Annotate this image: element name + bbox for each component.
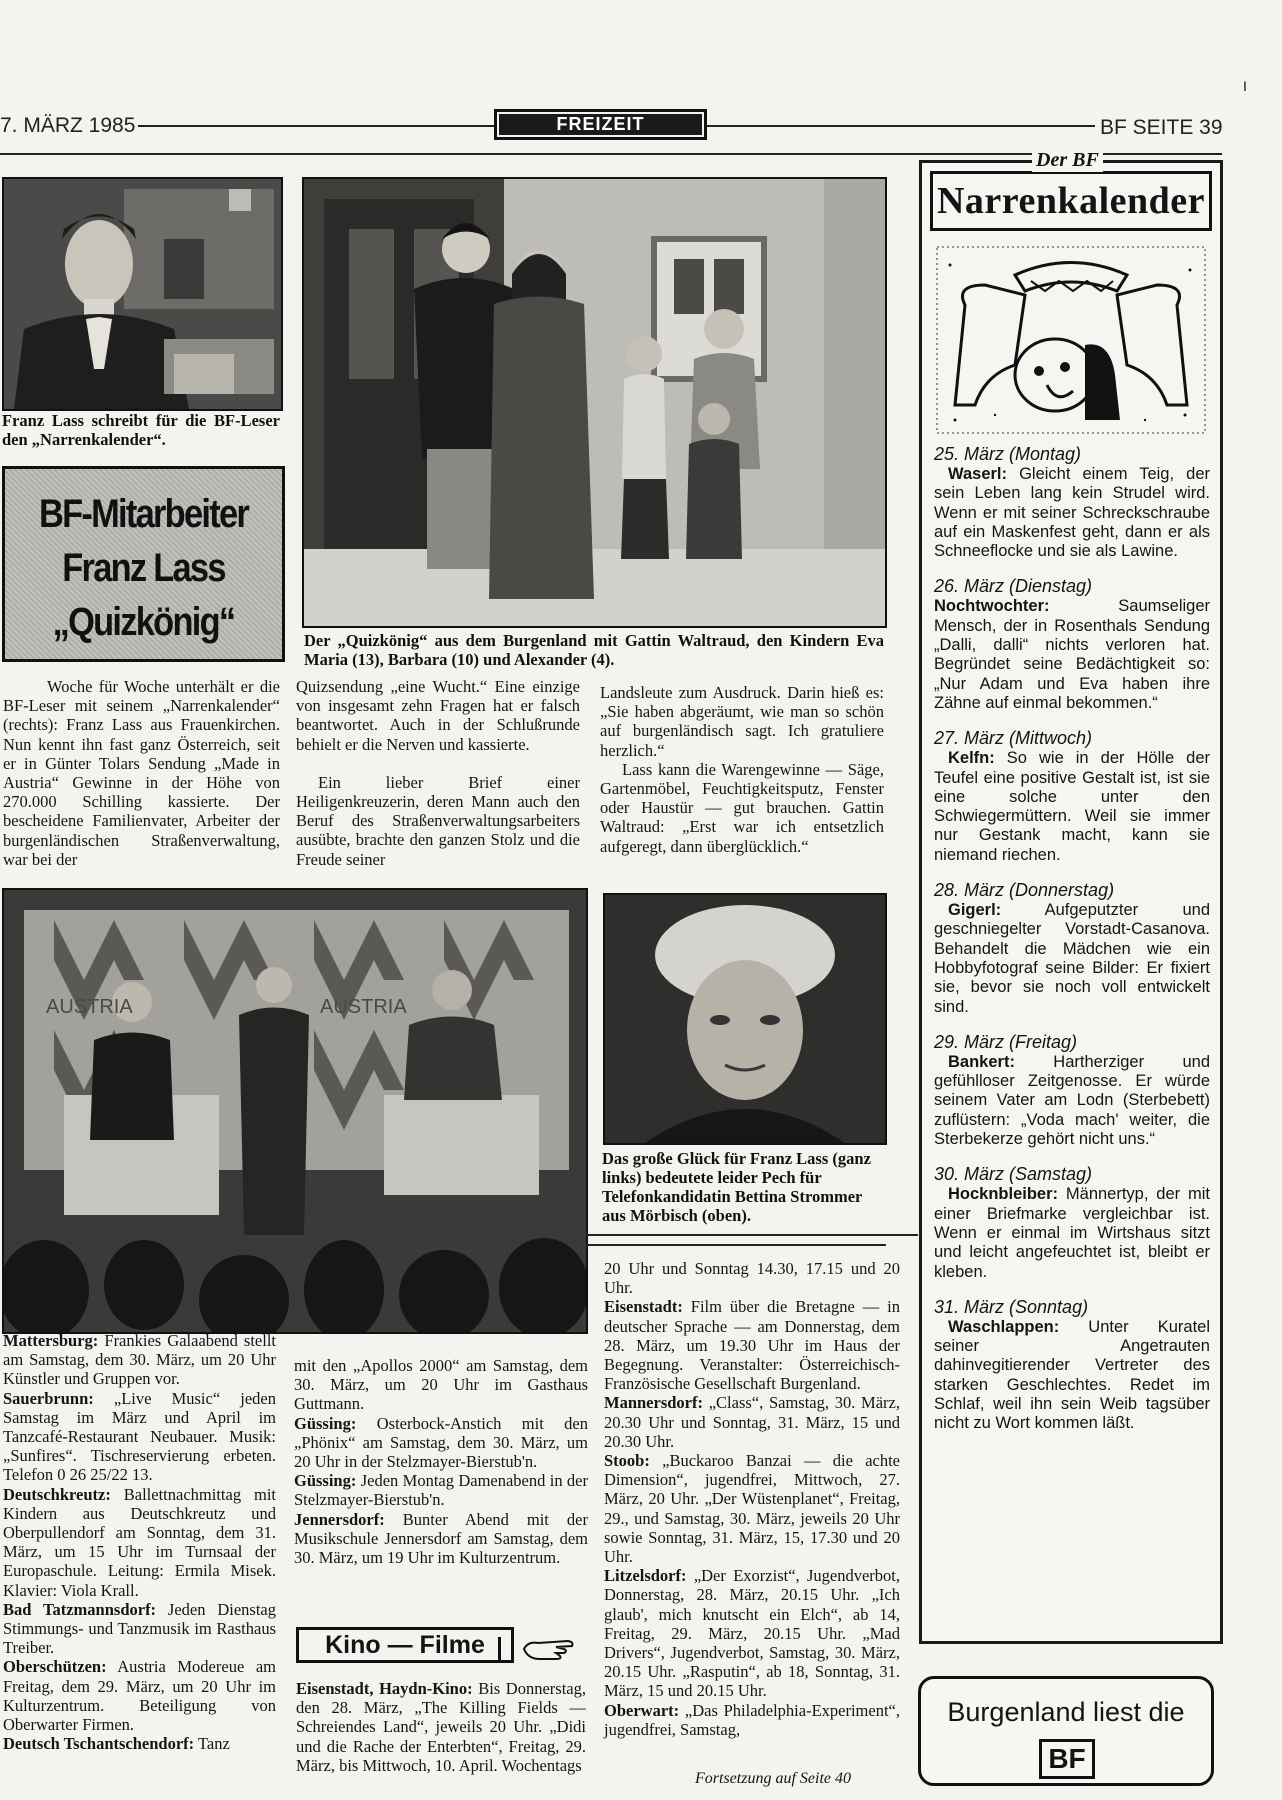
calendar-definition: Hartherziger und gefühlloser Zeitgenosse. Er würde seinem Vater am Lodn (Sterbebett) zuflüstern: „Voda mach' weiter, die Sterbekerze gehört nicht uns.“ [934, 1052, 1210, 1149]
woman-caption: Das große Glück für Franz Lass (ganz links) bedeutete leider Pech für Telefonkandidatin Bettina Strommer aus Mörbisch (oben). [602, 1149, 871, 1225]
family-caption: Der „Quizkönig“ aus dem Burgenland mit Gattin Waltraud, den Kindern Eva Maria (13), Barbara (10) und Alexander (4). [304, 631, 884, 669]
article-bottom-rule [586, 1244, 886, 1246]
event-place: Litzelsdorf: [604, 1566, 687, 1586]
article-col3-text-a: Landsleute zum Ausdruck. Darin hieß es: „Sie haben abgeräumt, wie man so schön auf burgenländisch sagt. Ich gratuliere herzlich.“ [600, 683, 884, 760]
tv-studio-sign-2: AUSTRIA [320, 996, 407, 1018]
event-text: Jeden Montag Damenabend in der Stelzmayer-Bierstub'n. [294, 1471, 588, 1510]
calendar-text [934, 1053, 1210, 1149]
event-entry [3, 1657, 276, 1734]
sidebar-logo-small: Der BF [1032, 149, 1103, 172]
event-text: mit den „Apollos 2000“ am Samstag, dem 30. März, um 20 Uhr im Gasthaus Guttmann. [294, 1356, 588, 1414]
event-place: Oberwart: [604, 1700, 680, 1720]
event-place: Deutschkreutz: [3, 1484, 111, 1504]
tv-studio-photo [2, 888, 588, 1334]
calendar-definition: Männertyp, der mit einer Briefmarke vergleichbar ist. Wenn er einmal im Wirtshaus sitzt und leicht angefeuchtet ist, bleibt er kleben. [934, 1185, 1210, 1281]
event-entry [604, 1297, 900, 1393]
jester-illustration [935, 245, 1207, 435]
calendar-definition: So wie in der Hölle der Teufel eine positive Gestalt ist, ist sie eine solche unter den Schwiegermüttern. Weil sie immer nur Gestank macht, kann sie niemand riechen. [934, 749, 1210, 864]
calendar-word: Bankert: [948, 1052, 1015, 1071]
portrait-photo [2, 177, 283, 411]
calendar-word: Kelfn: [948, 749, 995, 768]
event-text: Bunter Abend mit der Musikschule Jennersdorf am Samstag, dem 30. März, um 19 Uhr im Kulturzentrum. [294, 1509, 588, 1568]
event-place: Deutsch Tschantschendorf: [3, 1734, 195, 1754]
issue-date: 7. MÄRZ 1985 [0, 114, 136, 137]
event-place: Mannersdorf: [604, 1393, 703, 1413]
event-text: „Class“, Samstag, 30. März, 20.30 Uhr und Sonntag, 31. März, 15 und 20.30 Uhr. [604, 1393, 900, 1451]
calendar-definition: Saumseliger Mensch, der in Rosenthals Sendung „Dalli, dalli“ nichts verloren hat. Begründet seine Bedächtigkeit so: „Nur Adam und Eva haben ihre Zähne auf einmal bekommen.“ [934, 597, 1210, 712]
continued-note: Fortsetzung auf Seite 40 [695, 1770, 851, 1787]
calendar-entry [934, 1296, 1210, 1434]
calendar-date: 25. März (Montag) [934, 444, 1082, 464]
event-text: Austria Modereue am Freitag, dem 29. März, um 20 Uhr im Kulturzentrum. Beteiligung von Oberwarter Firmen. [3, 1657, 276, 1735]
event-text: „Das Philadelphia-Experiment“, jugendfrei, Samstag, [604, 1700, 900, 1739]
calendar-entry [934, 727, 1210, 865]
calendar-entry [934, 1163, 1210, 1281]
event-place: Bad Tatzmannsdorf: [3, 1599, 157, 1619]
calendar-definition: Unter Kuratel seiner Angetrauten dahinvegitierender Vertreter des starken Geschlechtes. Redet im Schlaf, weil ihn sein Weib tagsüber nicht zu Wort kommen läßt. [934, 1317, 1210, 1433]
event-text: Tanz [194, 1734, 230, 1754]
event-entry [294, 1510, 588, 1568]
bf-ad-logo: BF [1039, 1739, 1095, 1779]
kino-place: Eisenstadt, Haydn-Kino: [296, 1679, 473, 1698]
calendar-definition: Gleicht einem Teig, der sein Leben lang kein Strudel wird. Wenn er mit seiner Schreckschraube auf ein Maskenfest geht, dann er als Schneeflocke und sie als Lawine. [934, 465, 1210, 561]
event-entry [604, 1259, 900, 1297]
event-place: Güssing: [294, 1413, 357, 1433]
article-col3-text-b: Lass kann die Warengewinne — Säge, Gartenmöbel, Feuchtigkeitsputz, Fenster oder Haustür — gut brauchen. Gattin Waltraud: „Erst war ich entsetzlich aufgeregt, dann überglücklich.“ [600, 759, 884, 856]
events-column-1 [3, 1331, 276, 1753]
bf-ad-box [918, 1676, 1214, 1786]
event-entry [294, 1356, 588, 1414]
pointing-hand-icon [520, 1631, 580, 1665]
event-text: „Live Music“ jeden Samstag im März und April im Tanzcafé-Restaurant Neubauer. Musik: „Sunfires“. Tischreservierung erbeten. Telefon 0 26 25/22 13. [3, 1388, 276, 1485]
calendar-word: Hocknbleiber: [948, 1185, 1059, 1204]
event-text: Osterbock-Anstich mit den „Phönix“ am Samstag, dem 30. März, um 20 Uhr in der Stelzmayer-Bierstub'n. [294, 1413, 588, 1472]
event-entry [604, 1566, 900, 1700]
event-text: „Buckaroo Banzai — die achte Dimension“, jugendfrei, Mittwoch, 27. März, 20 Uhr. „Der Wüstenplanet“, Freitag, 29., und Samstag, 30. März, jeweils 20 Uhr sowie Sonntag, 31. März, 15, 17.30 und 20 Uhr. [604, 1451, 900, 1567]
event-entry [3, 1389, 276, 1485]
calendar-definition: Aufgeputzter und geschniegelter Vorstadt-Casanova. Behandelt die Mädchen wie ein Hobbyfotograf seine Bilder: Er fixiert sie, bevor sie noch voll entwickelt sind. [934, 901, 1210, 1016]
events-column-3 [604, 1259, 900, 1739]
portrait-caption: Franz Lass schreibt für die BF-Leser den „Narrenkalender“. [2, 411, 280, 449]
calendar-entry [934, 1031, 1210, 1149]
sidebar-title: Narrenkalender [930, 171, 1212, 231]
headline-line-2: Franz Lass [62, 546, 225, 590]
headline-line-3: „Quizkönig“ [52, 600, 235, 644]
page-number: BF SEITE 39 [1100, 116, 1223, 139]
page-mark: I [1243, 78, 1247, 94]
calendar-entry [934, 575, 1210, 713]
event-entry [3, 1331, 276, 1389]
calendar-date: 31. März (Sonntag) [934, 1296, 1089, 1317]
event-text: Frankies Galaabend stellt am Samstag, dem 30. März, um 20 Uhr Künstler und Gruppen vor. [3, 1331, 276, 1389]
event-entry [294, 1414, 588, 1472]
event-text: 20 Uhr und Sonntag 14.30, 17.15 und 20 Uhr. [604, 1259, 900, 1298]
calendar-text [934, 465, 1210, 561]
event-text: Jeden Dienstag Stimmungs- und Tanzmusik im Rasthaus Treiber. [3, 1599, 276, 1658]
family-photo [302, 177, 887, 628]
kino-column [296, 1679, 586, 1775]
event-place: Eisenstadt: [604, 1297, 683, 1317]
event-entry [294, 1471, 588, 1509]
article-col2-text-a: Quizsendung „eine Wucht.“ Eine einzige von insgesamt zehn Fragen hat er falsch beantwortet. Auch in der Schlußrunde behielt er die Nerven und kassierte. [296, 677, 580, 754]
calendar-date: 29. März (Freitag) [934, 1031, 1078, 1052]
narrenkalender-sidebar [919, 149, 1223, 1644]
calendar-entry [934, 443, 1210, 561]
event-entry [604, 1451, 900, 1566]
section-label-box [494, 109, 707, 140]
event-text: „Der Exorzist“, Jugendverbot, Donnerstag, 28. März, 20.15 Uhr. „Ich glaub', mich knutscht ein Elch“, ab 14, Freitag, 29. März, 20.15 Uhr. „Mad Drivers“, Jugendverbot, Samstag, 30. März, 20.15 Uhr. „Rasputin“, ab 18, Sonntag, 31. März, 15 und 20.15 Uhr. [604, 1566, 900, 1701]
calendar-text [934, 749, 1210, 865]
article-column-3 [600, 683, 884, 856]
article-col1-text: Woche für Woche unterhält er die BF-Leser mit seinem „Narrenkalender“ (rechts): Franz Lass aus Frauenkirchen. Nun kennt ihn fast ganz Österreich, seit er in Günter Tolars Sendung „Made in Austria“ Gewinne in der Höhe von 270.000 Schilling kassierte. Der bescheidene Familienvater, Arbeiter der burgenländischen Straßenverwaltung, war bei der [3, 677, 280, 869]
sidebar-divider-rule [586, 1234, 918, 1236]
kino-entry [296, 1679, 586, 1775]
kino-header-label: Kino — Filme [296, 1627, 514, 1663]
headline-box [2, 466, 285, 662]
header-rule-right [707, 125, 1095, 127]
event-place: Jennersdorf: [294, 1509, 385, 1529]
event-text: Ballettnachmittag mit Kindern aus Deutschkreutz und Oberpullendorf am Sonntag, dem 31. März, um 15 Uhr im Turnsaal der Europaschule. Leitung: Ermila Misek. Klavier: Viola Krall. [3, 1484, 276, 1600]
bf-ad-text: Burgenland liest die [947, 1697, 1185, 1727]
event-place: Stoob: [604, 1451, 650, 1471]
calendar-word: Waserl: [948, 465, 1007, 483]
kino-text: Bis Donnerstag, den 28. März, „The Killing Fields — Schreiendes Land“, jeweils 20 Uhr. „Didi und die Rache der Enterbten“, Freitag, 29. März, bis Mittwoch, 10. April. Wochentags [296, 1679, 586, 1775]
article-column-2 [296, 677, 580, 869]
event-entry [604, 1393, 900, 1451]
sidebar-entries [922, 443, 1220, 1434]
calendar-date: 28. März (Donnerstag) [934, 880, 1115, 901]
calendar-word: Waschlappen: [948, 1317, 1060, 1336]
calendar-entry [934, 879, 1210, 1017]
section-label: FREIZEIT [499, 114, 702, 135]
woman-portrait-photo [603, 893, 887, 1145]
event-entry [3, 1734, 276, 1753]
kino-dot-box [498, 1637, 519, 1663]
event-text: Film über die Bretagne — in deutscher Sprache — am Donnerstag, dem 28. März, um 19.30 Uhr im Haus der Begegnung. Veranstalter: Österreichisch-Französische Gesellschaft Burgenland. [604, 1297, 900, 1394]
event-place: Mattersburg: [3, 1331, 99, 1350]
calendar-word: Nochtwochter: [934, 597, 1050, 616]
event-entry [3, 1485, 276, 1600]
headline-line-1: BF-Mitarbeiter [38, 492, 249, 536]
kino-header-box [296, 1627, 584, 1667]
event-place: Oberschützen: [3, 1657, 107, 1677]
event-entry [3, 1600, 276, 1658]
calendar-text [934, 1185, 1210, 1281]
event-place: Sauerbrunn: [3, 1388, 94, 1408]
calendar-date: 27. März (Mittwoch) [934, 728, 1093, 749]
calendar-word: Gigerl: [948, 901, 1002, 920]
calendar-text [934, 901, 1210, 1017]
calendar-text [934, 597, 1210, 713]
article-col2-text-b: Ein lieber Brief einer Heiligenkreuzerin, deren Mann auch den Beruf des Straßenverwaltungsarbeiters ausübte, brachte den ganzen Stolz und die Freude seiner [296, 772, 580, 869]
tv-studio-sign-1: AUSTRIA [46, 996, 133, 1018]
event-place: Güssing: [294, 1471, 357, 1491]
calendar-date: 30. März (Samstag) [934, 1164, 1093, 1185]
header-rule-left [138, 125, 494, 127]
event-entry [604, 1701, 900, 1739]
article-column-1 [3, 677, 280, 869]
events-column-2 [294, 1356, 588, 1567]
calendar-text [934, 1318, 1210, 1434]
calendar-date: 26. März (Dienstag) [934, 576, 1093, 597]
